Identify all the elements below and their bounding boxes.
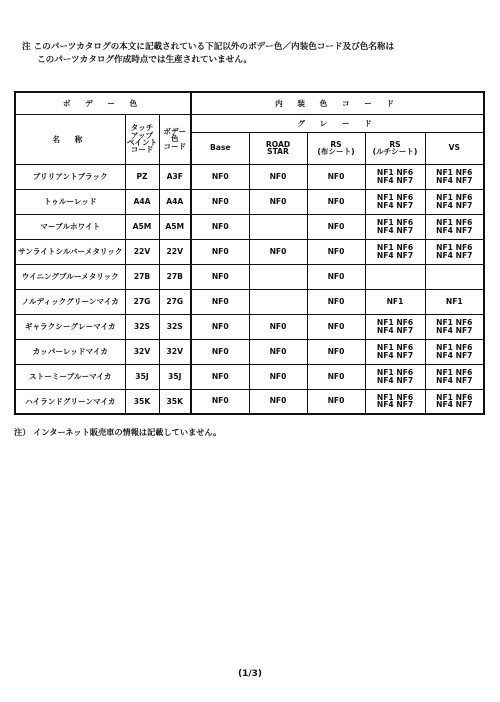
interior-code-line: NF4 NF7 [376,175,414,185]
interior-code-cell [425,164,484,189]
interior-code-line: NF0 [269,171,287,181]
interior-code-cell [425,314,484,339]
interior-code-cell [425,189,484,214]
interior-code-line: NF4 NF7 [376,250,414,260]
interior-code-cell [249,339,307,364]
grade-rs-cloth [307,132,365,164]
body-code-cell: 32V [159,339,191,364]
grade-sublabel: (布シート) [317,147,355,156]
interior-code-line: NF1 NF6 [436,342,473,352]
touchup-code-cell: 22V [125,239,159,264]
body-code-cell: A4A [159,189,191,214]
interior-code-line: NF1 NF6 [376,342,414,352]
interior-code-cell [365,314,425,339]
top-note-line-1: 注 このパーツカタログの本文に記載されている下記以外のボデー色／内装色コード及び色名称は [22,42,395,52]
header-body-color: ボ デ ー 色 [15,92,191,114]
table-row [15,314,484,339]
interior-code-cell [365,364,425,389]
interior-code-line: NF0 [269,371,287,381]
touchup-line-3: ペイント [126,138,158,147]
interior-code-line: NF4 NF7 [376,400,414,410]
grade-sublabel: (ルチシート) [372,147,418,156]
interior-code-line: NF4 NF7 [436,250,473,260]
touchup-code-cell: 32S [125,314,159,339]
top-note [22,41,394,66]
interior-code-cell [191,364,249,389]
interior-code-line: NF0 [327,221,345,231]
touchup-code-cell: 27G [125,289,159,314]
interior-code-cell [249,164,307,189]
interior-code-line: NF0 [211,296,229,306]
interior-code-cell [425,289,484,314]
touchup-code-cell: A5M [125,214,159,239]
interior-code-line: NF0 [269,246,287,256]
body-code-cell: 27G [159,289,191,314]
interior-code-cell [365,264,425,289]
interior-code-line: NF0 [327,246,345,256]
interior-code-line: NF4 NF7 [376,200,414,210]
interior-code-cell [191,214,249,239]
interior-code-cell [249,289,307,314]
interior-code-cell [191,339,249,364]
color-name-cell: ギャラクシーグレーマイカ [15,314,125,339]
interior-code-cell [249,264,307,289]
grade-label: RS [389,139,401,149]
interior-code-line: NF4 NF7 [376,325,414,335]
grade-sublabel: STAR [267,147,289,156]
interior-code-line: NF1 NF6 [376,217,414,227]
interior-code-cell [249,389,307,414]
interior-code-line: NF4 NF7 [376,225,414,235]
interior-code-line: NF0 [269,321,287,331]
interior-code-line: NF4 NF7 [436,325,473,335]
interior-code-cell [191,389,249,414]
interior-code-cell [191,164,249,189]
table-row [15,164,484,189]
color-name-cell: マーブルホワイト [15,214,125,239]
interior-code-cell [249,189,307,214]
interior-code-line: NF0 [269,396,287,406]
color-name-cell: カッパーレッドマイカ [15,339,125,364]
touchup-code-cell: A4A [125,189,159,214]
interior-code-cell [191,189,249,214]
interior-code-line: NF0 [327,346,345,356]
interior-code-line: NF1 NF6 [436,317,473,327]
table-row [15,339,484,364]
body-code-line-2: 色 [170,134,179,144]
body-code-cell: 32S [159,314,191,339]
interior-code-cell [365,239,425,264]
touchup-line-2: アップ [130,130,154,140]
interior-code-cell [191,314,249,339]
interior-code-cell [307,264,365,289]
header-body-color-code [159,114,191,164]
color-name-cell: ハイランドグリーンマイカ [15,389,125,414]
interior-code-line: NF0 [211,321,229,331]
interior-code-cell [307,164,365,189]
interior-code-line: NF4 NF7 [436,350,473,360]
interior-code-line: NF0 [327,271,345,281]
color-name-cell: ノルディックグリーンマイカ [15,289,125,314]
interior-code-line: NF0 [327,321,345,331]
interior-code-cell [365,339,425,364]
interior-code-cell [249,214,307,239]
table-row [15,264,484,289]
color-name-cell: ウイニングブルーメタリック [15,264,125,289]
interior-code-cell [307,189,365,214]
interior-code-line: NF0 [327,371,345,381]
touchup-line-1: タッチ [130,123,154,133]
interior-code-cell [425,214,484,239]
header-row-1 [15,92,484,114]
color-name-cell: ブリリアントブラック [15,164,125,189]
interior-code-line: NF0 [211,346,229,356]
body-code-line-3: コード [163,141,187,151]
interior-code-line: NF1 [445,296,463,306]
header-color-name: 名 称 [15,114,125,164]
interior-code-cell [365,289,425,314]
interior-code-line: NF1 [386,296,404,306]
interior-code-line: NF0 [211,221,229,231]
color-name-cell: サンライトシルバーメタリック [15,239,125,264]
interior-code-line: NF1 NF6 [376,367,414,377]
interior-code-line: NF1 NF6 [436,392,473,402]
interior-code-cell [307,339,365,364]
interior-code-line: NF1 NF6 [436,217,473,227]
interior-code-line: NF0 [211,171,229,181]
interior-code-line: NF1 NF6 [436,167,473,177]
interior-code-cell [365,164,425,189]
table-row [15,239,484,264]
interior-code-cell [307,314,365,339]
body-code-cell: A3F [159,164,191,189]
table-row [15,189,484,214]
header-interior-code: 内 装 色 コ ー ド [191,92,484,114]
body-code-cell: A5M [159,214,191,239]
grade-label: RS [330,139,342,149]
interior-code-line: NF1 NF6 [376,192,414,202]
interior-code-cell [425,239,484,264]
interior-code-line: NF0 [211,196,229,206]
touchup-code-cell: 35K [125,389,159,414]
interior-code-cell [307,389,365,414]
interior-code-cell [191,239,249,264]
table-row [15,364,484,389]
color-code-table [14,91,485,415]
body-code-line-1: ボデー [163,126,187,136]
interior-code-line: NF0 [211,246,229,256]
interior-code-line: NF0 [327,171,345,181]
body-code-cell: 27B [159,264,191,289]
touchup-code-cell: 35J [125,364,159,389]
interior-code-line: NF0 [327,196,345,206]
body-code-cell: 22V [159,239,191,264]
interior-code-line: NF0 [269,346,287,356]
grade-vs [425,132,484,164]
interior-code-line: NF4 NF7 [376,375,414,385]
interior-code-line: NF0 [211,396,229,406]
interior-code-line: NF4 NF7 [436,175,473,185]
interior-code-line: NF1 NF6 [376,392,414,402]
interior-code-line: NF0 [211,371,229,381]
interior-code-line: NF1 NF6 [376,317,414,327]
interior-code-cell [425,339,484,364]
interior-code-cell [425,389,484,414]
interior-code-cell [249,239,307,264]
body-code-cell: 35J [159,364,191,389]
interior-code-line: NF4 NF7 [436,200,473,210]
interior-code-line: NF0 [327,296,345,306]
interior-code-cell [365,214,425,239]
grade-road-star [249,132,307,164]
touchup-line-4: コード [130,145,154,155]
interior-code-line: NF1 NF6 [376,242,414,252]
grade-label: Base [209,143,231,153]
color-name-cell: トゥルーレッド [15,189,125,214]
interior-code-line: NF0 [327,396,345,406]
interior-code-line: NF4 NF7 [376,350,414,360]
header-row-2 [15,114,484,132]
bottom-note: 注） インターネット販売車の情報は記載していません。 [14,427,222,437]
interior-code-cell [307,239,365,264]
interior-code-cell [249,314,307,339]
touchup-code-cell: 27B [125,264,159,289]
interior-code-line: NF0 [269,196,287,206]
header-touchup-code [125,114,159,164]
touchup-code-cell: 32V [125,339,159,364]
interior-code-line: NF4 NF7 [436,400,473,410]
page-number: (1/3) [237,669,263,679]
table-row [15,214,484,239]
interior-code-cell [307,364,365,389]
interior-code-cell [307,214,365,239]
interior-code-line: NF4 NF7 [436,375,473,385]
interior-code-cell [425,264,484,289]
color-name-cell: ストーミーブルーマイカ [15,364,125,389]
grade-base [191,132,249,164]
interior-code-line: NF1 NF6 [436,367,473,377]
interior-code-cell [191,289,249,314]
touchup-code-cell: PZ [125,164,159,189]
interior-code-line: NF1 NF6 [376,167,414,177]
table-row [15,389,484,414]
interior-code-line: NF4 NF7 [436,225,473,235]
grade-label: ROAD [265,139,291,149]
grade-rs-leather [365,132,425,164]
top-note-line-2: このパーツカタログ作成時点では生産されていません。 [37,54,253,65]
body-code-cell: 35K [159,389,191,414]
interior-code-line: NF0 [211,271,229,281]
table-row [15,289,484,314]
grade-label: VS [448,143,460,153]
interior-code-line: NF1 NF6 [436,192,473,202]
interior-code-cell [365,389,425,414]
interior-code-cell [307,289,365,314]
interior-code-cell [425,364,484,389]
interior-code-cell [365,189,425,214]
interior-code-line: NF1 NF6 [436,242,473,252]
header-grade: グ レ ー ド [191,114,484,132]
interior-code-cell [191,264,249,289]
interior-code-cell [249,364,307,389]
